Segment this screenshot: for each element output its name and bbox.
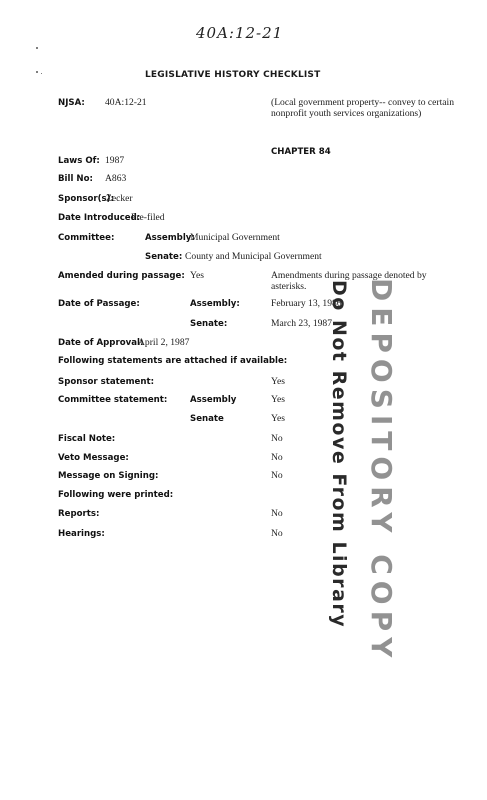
sponsor-statement-label: Sponsor statement: <box>58 377 155 387</box>
njsa-value: 40A:12-21 <box>105 97 147 108</box>
following-attached-heading: Following statements are attached if available: <box>58 356 288 366</box>
date-of-approval-value: April 2, 1987 <box>138 337 190 348</box>
message-on-signing-label: Message on Signing: <box>58 471 159 481</box>
chapter: CHAPTER 84 <box>271 147 331 157</box>
committee-assembly-value: Municipal Government <box>190 232 280 243</box>
amended-note: Amendments during passage denoted by asterisks. <box>271 270 427 292</box>
passage-assembly-value: February 13, 1986 <box>271 298 342 309</box>
sponsors-label: Sponsor(s): <box>58 194 115 204</box>
veto-message-value: No <box>271 452 283 463</box>
njsa-description: (Local government property-- convey to certain nonprofit youth services organizations) <box>271 97 455 119</box>
passage-assembly-label: Assembly: <box>190 299 240 309</box>
speck <box>36 71 38 73</box>
committee-statement-label: Committee statement: <box>58 395 168 405</box>
date-introduced-value: Pre-filed <box>131 212 165 223</box>
message-on-signing-value: No <box>271 470 283 481</box>
committee-senate-label: Senate: <box>145 252 183 262</box>
amended-label: Amended during passage: <box>58 271 185 281</box>
date-introduced-label: Date Introduced: <box>58 213 141 223</box>
date-of-approval-label: Date of Approval: <box>58 338 144 348</box>
passage-senate-value: March 23, 1987 <box>271 318 333 329</box>
committee-statement-senate-label: Senate <box>190 414 224 424</box>
depository-copy-stamp: DEPOSITORY COPY <box>365 278 398 664</box>
reports-label: Reports: <box>58 509 100 519</box>
committee-label: Committee: <box>58 233 115 243</box>
reports-value: No <box>271 508 283 519</box>
committee-assembly-label: Assembly: <box>145 233 195 243</box>
amended-value: Yes <box>190 270 204 281</box>
njsa-label: NJSA: <box>58 98 85 108</box>
sponsor-statement-value: Yes <box>271 376 285 387</box>
page-title: LEGISLATIVE HISTORY CHECKLIST <box>145 70 321 80</box>
committee-statement-senate-value: Yes <box>271 413 285 424</box>
fiscal-note-label: Fiscal Note: <box>58 434 116 444</box>
passage-senate-label: Senate: <box>190 319 228 329</box>
laws-of-value: 1987 <box>105 155 125 166</box>
following-printed-heading: Following were printed: <box>58 490 174 500</box>
laws-of-label: Laws Of: <box>58 156 100 166</box>
sponsors-value: Zecker <box>106 193 133 204</box>
fiscal-note-value: No <box>271 433 283 444</box>
committee-statement-assembly-label: Assembly <box>190 395 237 405</box>
do-not-remove-stamp: Do Not Remove From Library <box>328 280 350 629</box>
hearings-label: Hearings: <box>58 529 105 539</box>
speck <box>41 73 42 74</box>
bill-no-label: Bill No: <box>58 174 93 184</box>
date-of-passage-label: Date of Passage: <box>58 299 140 309</box>
hearings-value: No <box>271 528 283 539</box>
committee-statement-assembly-value: Yes <box>271 394 285 405</box>
veto-message-label: Veto Message: <box>58 453 129 463</box>
handwritten-reference: 40A:12-21 <box>196 24 284 42</box>
committee-senate-value: County and Municipal Government <box>185 251 322 262</box>
bill-no-value: A863 <box>105 173 127 184</box>
speck <box>36 47 38 49</box>
